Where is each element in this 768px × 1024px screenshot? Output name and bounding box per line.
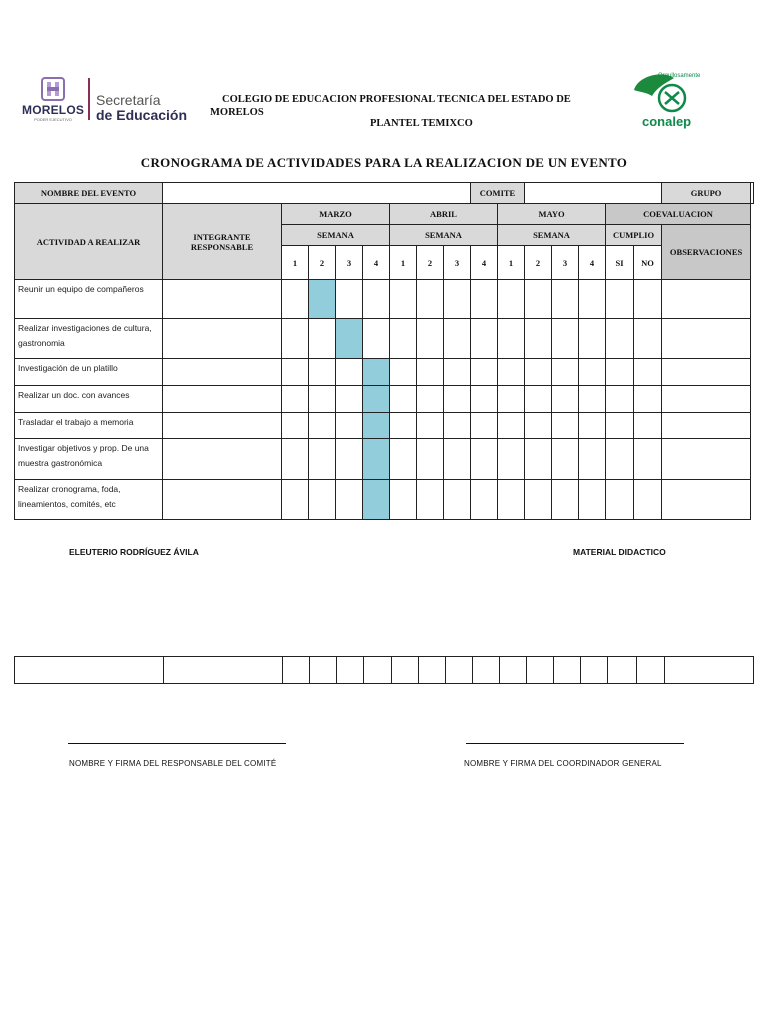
si-cell[interactable] xyxy=(606,439,634,480)
week-cell[interactable] xyxy=(471,439,498,480)
footer-cell[interactable] xyxy=(15,657,164,684)
week-cell[interactable] xyxy=(525,280,552,319)
morelos-subtitle: PODER EJECUTIVO xyxy=(34,117,72,122)
week-cell[interactable] xyxy=(282,359,309,386)
week-cell[interactable] xyxy=(363,280,390,319)
month-mayo: MAYO xyxy=(498,204,606,225)
week-cell[interactable] xyxy=(309,280,336,319)
week-cell[interactable] xyxy=(363,359,390,386)
responsable-cell[interactable] xyxy=(163,386,282,413)
week-cell[interactable] xyxy=(471,280,498,319)
material-didactico-label: MATERIAL DIDACTICO xyxy=(573,547,666,557)
college-name xyxy=(210,93,600,119)
si-cell[interactable] xyxy=(606,386,634,413)
morelos-logo xyxy=(22,76,84,122)
week-cell[interactable] xyxy=(498,480,525,520)
week-cell[interactable] xyxy=(579,359,606,386)
week-num: 3 xyxy=(552,246,579,280)
week-cell[interactable] xyxy=(552,359,579,386)
footer-cell[interactable] xyxy=(608,657,636,684)
week-cell[interactable] xyxy=(471,319,498,359)
week-cell[interactable] xyxy=(444,413,471,439)
activity-row xyxy=(15,480,754,520)
responsable-cell[interactable] xyxy=(163,359,282,386)
conalep-logo xyxy=(628,68,708,130)
activity-text: Investigar objetivos y prop. De una muestra gastronómica xyxy=(15,439,163,480)
footer-blank-table xyxy=(14,656,754,684)
footer-cell[interactable] xyxy=(445,657,472,684)
morelos-shield-icon xyxy=(40,76,66,102)
week-cell[interactable] xyxy=(390,319,417,359)
week-cell[interactable] xyxy=(471,413,498,439)
month-marzo: MARZO xyxy=(282,204,390,225)
secretaria-line1: Secretaría xyxy=(96,92,161,108)
week-num: 2 xyxy=(417,246,444,280)
signature-caption-left: NOMBRE Y FIRMA DEL RESPONSABLE DEL COMITÉ xyxy=(69,759,277,768)
week-num: 4 xyxy=(363,246,390,280)
no-cell[interactable] xyxy=(634,413,662,439)
activity-text: Realizar cronograma, foda, lineamientos, comités, etc xyxy=(15,480,163,520)
week-cell[interactable] xyxy=(471,386,498,413)
si-header: SI xyxy=(606,246,634,280)
activity-row xyxy=(15,280,754,319)
no-cell[interactable] xyxy=(634,319,662,359)
week-cell[interactable] xyxy=(390,386,417,413)
week-cell[interactable] xyxy=(579,319,606,359)
week-cell[interactable] xyxy=(417,480,444,520)
activity-row xyxy=(15,359,754,386)
week-cell[interactable] xyxy=(390,359,417,386)
week-num: 1 xyxy=(390,246,417,280)
week-cell[interactable] xyxy=(282,319,309,359)
week-cell[interactable] xyxy=(579,439,606,480)
observaciones-cell[interactable] xyxy=(662,319,751,359)
week-cell[interactable] xyxy=(336,413,363,439)
activity-row xyxy=(15,439,754,480)
cumplio-header: CUMPLIO xyxy=(606,225,662,246)
week-cell[interactable] xyxy=(282,480,309,520)
week-cell[interactable] xyxy=(417,319,444,359)
week-num: 1 xyxy=(282,246,309,280)
activity-text: Trasladar el trabajo a memoria xyxy=(15,413,163,439)
college-line2: MORELOS xyxy=(210,107,264,118)
week-cell[interactable] xyxy=(498,359,525,386)
semana-abril: SEMANA xyxy=(390,225,498,246)
week-cell[interactable] xyxy=(552,319,579,359)
week-cell[interactable] xyxy=(390,480,417,520)
activity-row xyxy=(15,319,754,359)
week-cell[interactable] xyxy=(417,439,444,480)
no-cell[interactable] xyxy=(634,439,662,480)
week-cell[interactable] xyxy=(552,480,579,520)
si-cell[interactable] xyxy=(606,280,634,319)
week-cell[interactable] xyxy=(444,480,471,520)
footer-cell[interactable] xyxy=(337,657,364,684)
activity-rows xyxy=(15,280,754,520)
no-cell[interactable] xyxy=(634,386,662,413)
week-cell[interactable] xyxy=(417,280,444,319)
responsable-cell[interactable] xyxy=(163,480,282,520)
week-cell[interactable] xyxy=(444,280,471,319)
week-cell[interactable] xyxy=(336,319,363,359)
week-cell[interactable] xyxy=(525,319,552,359)
integrante-header: INTEGRANTE RESPONSABLE xyxy=(163,204,282,280)
week-num: 3 xyxy=(444,246,471,280)
signature-line-right xyxy=(466,743,684,744)
week-num: 3 xyxy=(336,246,363,280)
week-cell[interactable] xyxy=(390,439,417,480)
week-cell[interactable] xyxy=(363,439,390,480)
week-cell[interactable] xyxy=(552,280,579,319)
week-cell[interactable] xyxy=(309,386,336,413)
week-cell[interactable] xyxy=(498,439,525,480)
week-cell[interactable] xyxy=(363,413,390,439)
week-cell[interactable] xyxy=(336,480,363,520)
week-cell[interactable] xyxy=(309,359,336,386)
week-cell[interactable] xyxy=(363,480,390,520)
activity-text: Reunir un equipo de compañeros xyxy=(15,280,163,319)
week-cell[interactable] xyxy=(579,386,606,413)
week-cell[interactable] xyxy=(444,386,471,413)
responsable-cell[interactable] xyxy=(163,280,282,319)
semana-marzo: SEMANA xyxy=(282,225,390,246)
coevaluacion-header: COEVALUACION xyxy=(606,204,751,225)
week-cell[interactable] xyxy=(498,386,525,413)
week-cell[interactable] xyxy=(282,386,309,413)
grupo-field[interactable] xyxy=(751,183,754,204)
week-cell[interactable] xyxy=(552,386,579,413)
week-cell[interactable] xyxy=(282,439,309,480)
week-cell[interactable] xyxy=(525,480,552,520)
conalep-emblem-icon xyxy=(628,68,708,118)
week-cell[interactable] xyxy=(417,359,444,386)
week-cell[interactable] xyxy=(471,359,498,386)
no-cell[interactable] xyxy=(634,359,662,386)
conalep-arc-text: Orgullosamente xyxy=(658,73,701,79)
nombre-evento-label: NOMBRE DEL EVENTO xyxy=(15,183,163,204)
responsable-name: ELEUTERIO RODRÍGUEZ ÁVILA xyxy=(69,547,199,557)
footer-cell[interactable] xyxy=(418,657,445,684)
activity-text: Investigación de un platillo xyxy=(15,359,163,386)
footer-cell[interactable] xyxy=(554,657,581,684)
week-cell[interactable] xyxy=(336,359,363,386)
si-cell[interactable] xyxy=(606,319,634,359)
footer-cell[interactable] xyxy=(163,657,282,684)
week-cell[interactable] xyxy=(390,280,417,319)
week-num: 4 xyxy=(471,246,498,280)
activity-text: Realizar un doc. con avances xyxy=(15,386,163,413)
week-cell[interactable] xyxy=(525,413,552,439)
si-cell[interactable] xyxy=(606,480,634,520)
footer-cell[interactable] xyxy=(364,657,391,684)
week-cell[interactable] xyxy=(498,413,525,439)
footer-cell[interactable] xyxy=(283,657,310,684)
observaciones-header: OBSERVACIONES xyxy=(662,225,751,280)
activity-text: Realizar investigaciones de cultura, gastronomia xyxy=(15,319,163,359)
si-cell[interactable] xyxy=(606,413,634,439)
conalep-wordmark: conalep xyxy=(642,114,692,129)
observaciones-cell[interactable] xyxy=(662,439,751,480)
responsable-cell[interactable] xyxy=(163,413,282,439)
week-cell[interactable] xyxy=(363,319,390,359)
college-line1: COLEGIO DE EDUCACION PROFESIONAL TECNICA DEL ESTADO DE xyxy=(222,94,571,105)
week-cell[interactable] xyxy=(282,280,309,319)
footer-cell[interactable] xyxy=(499,657,526,684)
comite-label: COMITE xyxy=(471,183,525,204)
week-cell[interactable] xyxy=(309,413,336,439)
document-title: CRONOGRAMA DE ACTIVIDADES PARA LA REALIZACION DE UN EVENTO xyxy=(140,155,628,170)
week-cell[interactable] xyxy=(525,359,552,386)
footer-cell[interactable] xyxy=(391,657,418,684)
week-cell[interactable] xyxy=(336,439,363,480)
week-cell[interactable] xyxy=(579,480,606,520)
week-cell[interactable] xyxy=(579,413,606,439)
responsable-cell[interactable] xyxy=(163,439,282,480)
week-cell[interactable] xyxy=(282,413,309,439)
month-abril: ABRIL xyxy=(390,204,498,225)
footer-cell[interactable] xyxy=(664,657,753,684)
morelos-wordmark: MORELOS xyxy=(22,103,85,117)
no-cell[interactable] xyxy=(634,280,662,319)
signature-line-left xyxy=(68,743,286,744)
no-header: NO xyxy=(634,246,662,280)
week-cell[interactable] xyxy=(417,413,444,439)
comite-field[interactable] xyxy=(525,183,662,204)
week-cell[interactable] xyxy=(444,439,471,480)
week-num: 2 xyxy=(309,246,336,280)
observaciones-cell[interactable] xyxy=(662,413,751,439)
nombre-evento-field[interactable] xyxy=(163,183,471,204)
week-cell[interactable] xyxy=(444,319,471,359)
week-cell[interactable] xyxy=(336,386,363,413)
observaciones-cell[interactable] xyxy=(662,480,751,520)
activity-row xyxy=(15,386,754,413)
week-cell[interactable] xyxy=(309,319,336,359)
footer-row xyxy=(15,657,754,684)
week-cell[interactable] xyxy=(525,386,552,413)
actividad-header: ACTIVIDAD A REALIZAR xyxy=(15,204,163,280)
week-cell[interactable] xyxy=(471,480,498,520)
week-cell[interactable] xyxy=(309,439,336,480)
week-num: 4 xyxy=(579,246,606,280)
si-cell[interactable] xyxy=(606,359,634,386)
week-cell[interactable] xyxy=(363,386,390,413)
week-cell[interactable] xyxy=(336,280,363,319)
responsable-cell[interactable] xyxy=(163,319,282,359)
observaciones-cell[interactable] xyxy=(662,280,751,319)
footer-cell[interactable] xyxy=(472,657,499,684)
footer-cell[interactable] xyxy=(581,657,608,684)
observaciones-cell[interactable] xyxy=(662,386,751,413)
week-cell[interactable] xyxy=(309,480,336,520)
plantel-name: PLANTEL TEMIXCO xyxy=(370,118,473,129)
week-cell[interactable] xyxy=(390,413,417,439)
week-cell[interactable] xyxy=(498,280,525,319)
secretaria-line2: de Educación xyxy=(96,107,188,123)
footer-cell[interactable] xyxy=(636,657,664,684)
grupo-label: GRUPO xyxy=(662,183,751,204)
week-cell[interactable] xyxy=(579,280,606,319)
week-cell[interactable] xyxy=(552,439,579,480)
week-cell[interactable] xyxy=(552,413,579,439)
logo-divider xyxy=(88,78,90,120)
semana-mayo: SEMANA xyxy=(498,225,606,246)
week-cell[interactable] xyxy=(525,439,552,480)
no-cell[interactable] xyxy=(634,480,662,520)
week-cell[interactable] xyxy=(444,359,471,386)
observaciones-cell[interactable] xyxy=(662,359,751,386)
week-cell[interactable] xyxy=(498,319,525,359)
week-num: 2 xyxy=(525,246,552,280)
footer-cell[interactable] xyxy=(310,657,337,684)
schedule-table xyxy=(14,182,754,520)
signature-caption-right: NOMBRE Y FIRMA DEL COORDINADOR GENERAL xyxy=(464,759,662,768)
week-num: 1 xyxy=(498,246,525,280)
activity-row xyxy=(15,413,754,439)
footer-cell[interactable] xyxy=(527,657,554,684)
week-cell[interactable] xyxy=(417,386,444,413)
